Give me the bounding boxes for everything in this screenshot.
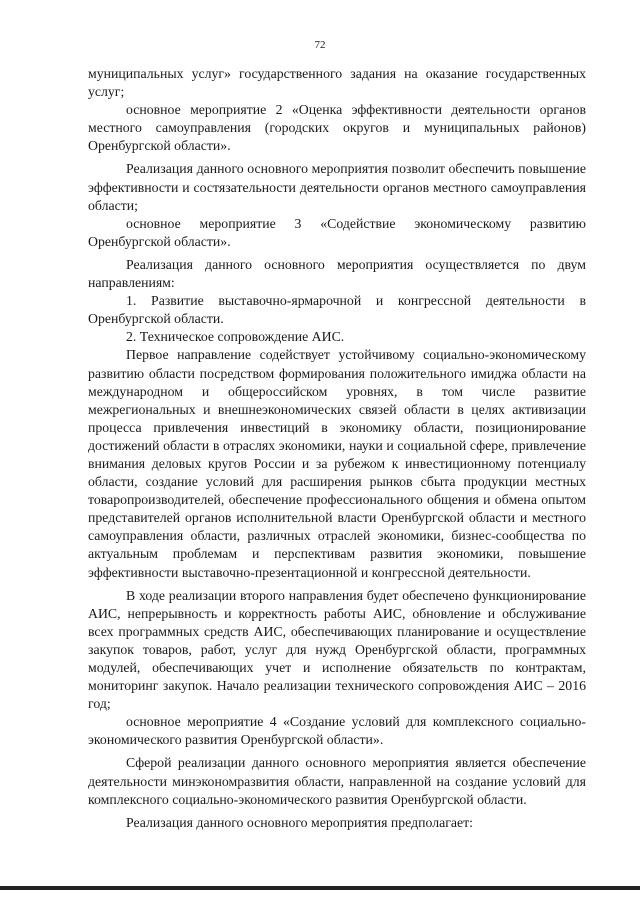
paragraph-continuation: муниципальных услуг» государственного задания на оказание государственных услуг; [88, 66, 586, 100]
paragraph-main-activity-4: основное мероприятие 4 «Создание условий для комплексного социально-экономического развития Оренбургской области». [88, 714, 586, 748]
paragraph-directions-intro: Реализация данного основного мероприятия осуществляется по двум направлениям: [88, 256, 586, 291]
paragraph-main-activity-3: основное мероприятие 3 «Содействие экономическому развитию Оренбургской области». [88, 215, 586, 249]
document-body [88, 65, 586, 832]
paragraph-scope-4: Сферой реализации данного основного мероприятия является обеспечение деятельности минэкономразвития области, направленной на создание условий для комплексного социально-экономического развития Оренбургской области. [88, 755, 586, 807]
paragraph-main-activity-2: основное мероприятие 2 «Оценка эффективности деятельности органов местного самоуправления (городских округов и муниципальных районов) Оренбургской области». [88, 102, 586, 154]
list-item-direction-1: 1. Развитие выставочно-ярмарочной и конгрессной деятельности в Оренбургской области. [88, 293, 586, 327]
list-item-direction-2: 2. Техническое сопровождение АИС. [126, 329, 345, 345]
paragraph-implementation-4: Реализация данного основного мероприятия предполагает: [126, 814, 474, 830]
bottom-border-line [0, 886, 640, 890]
page-number: 72 [314, 39, 326, 51]
paragraph-implementation-2: Реализация данного основного мероприятия позволит обеспечить повышение эффективности и состязательности деятельности органов местного самоуправления области; [88, 161, 586, 213]
paragraph-first-direction: Первое направление содействует устойчивому социально-экономическому развитию области посредством формирования положительного имиджа области на международном и общероссийском уровнях, в том числе развитие межрегиональных и внешнеэкономических связей области в целях активизации процесса привлечения инвестиций в экономику области, позиционирование достижений области в отраслях экономики, науки и социальной сфере, привлечение внимания деловых кругов России и за рубежом к инвестиционному потенциалу области, создание условий для расширения рынков сбыта продукции местных товаропроизводителей, обеспечение профессионального общения и обмена опытом представителей органов исполнительной власти Оренбургской области и местного самоуправления области, различных отраслей экономики, бизнес-сообщества по актуальным проблемам и перспективам развития экономики, повышение эффективности выставочно-презентационной и конгрессной деятельности. [88, 347, 586, 580]
paragraph-second-direction: В ходе реализации второго направления будет обеспечено функционирование АИС, непрерывность и корректность работы АИС, обновление и обслуживание всех программных средств АИС, обеспечивающих планирование и осуществление закупок товаров, работ, услуг для нужд Оренбургской области, программных модулей, обеспечивающих учет и исполнение обязательств по контрактам, мониторинг закупок. Начало реализации технического сопровождения АИС – 2016 год; [88, 587, 586, 712]
